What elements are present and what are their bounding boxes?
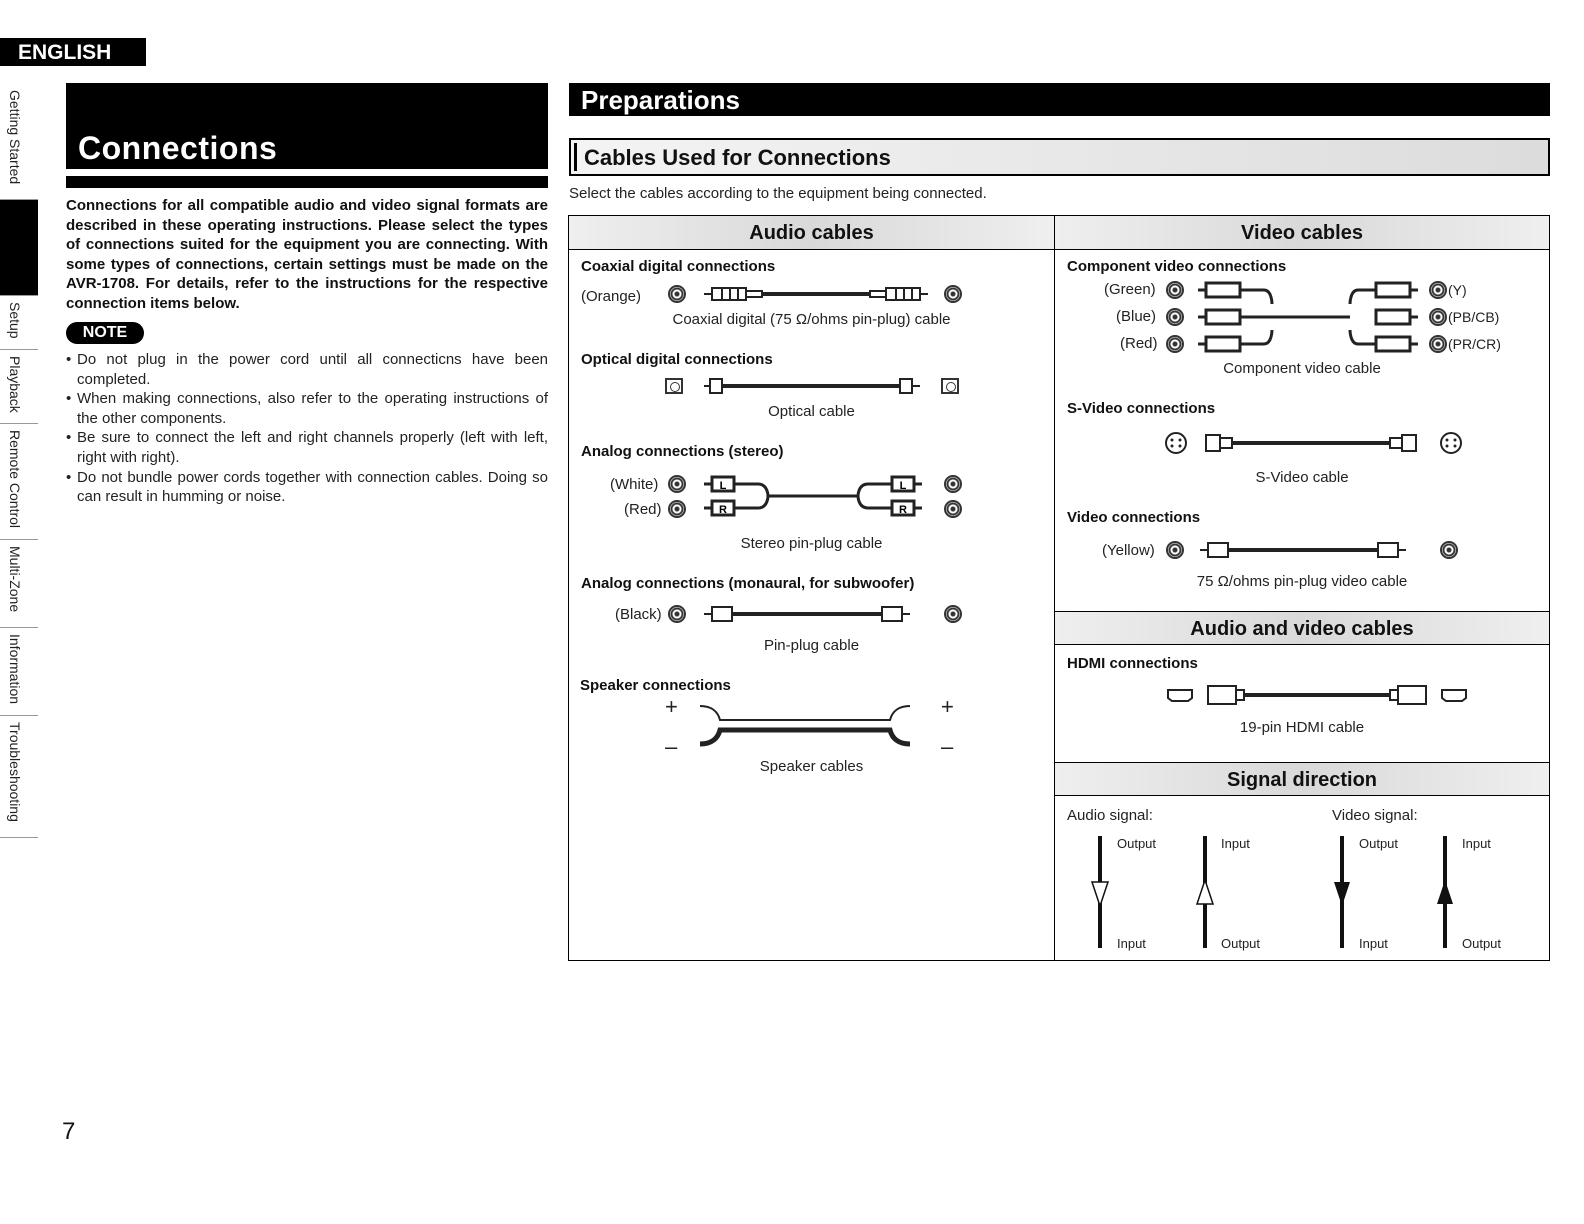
svideo-title: S-Video connections xyxy=(1067,400,1216,417)
connections-title: Connections xyxy=(78,130,278,166)
speaker-caption: Speaker cables xyxy=(759,758,864,775)
audio-output-top: Output xyxy=(1117,836,1157,851)
speaker-title: Speaker connections xyxy=(580,677,731,694)
rca-jack-icon xyxy=(668,475,686,493)
speaker-cable-icon xyxy=(698,700,928,750)
rca-jack-icon xyxy=(1166,308,1184,326)
component-pr: (PR/CR) xyxy=(1448,336,1501,352)
coaxial-caption: Coaxial digital (75 Ω/ohms pin-plug) cable xyxy=(672,311,951,328)
component-blue: (Blue) xyxy=(1116,308,1157,325)
rca-jack-icon xyxy=(944,605,962,623)
coaxial-cable-icon xyxy=(700,284,930,304)
rca-jack-icon xyxy=(1166,281,1184,299)
intro-text: Connections for all compatible audio and video signal formats are described in these operating instructions. Please select the types of connections suited for the equipment you are connecting. With some types of connections, certain settings must be made on the AVR-1708. For details, refer to the instructions for the respective connection items below. xyxy=(66,197,548,312)
rca-jack-icon xyxy=(1166,335,1184,353)
note-list xyxy=(66,350,548,507)
video-input-top: Input xyxy=(1462,836,1491,851)
preparations-title: Preparations xyxy=(581,85,740,115)
side-tab-troubleshooting[interactable]: Troubleshooting xyxy=(0,716,38,838)
language-label: ENGLISH xyxy=(0,38,146,66)
note-badge: NOTE xyxy=(66,322,144,344)
rca-jack-icon xyxy=(944,500,962,518)
plug-r-label: R xyxy=(719,504,727,516)
component-title: Component video connections xyxy=(1067,258,1287,275)
preparations-header xyxy=(569,83,1550,116)
hdmi-caption: 19-pin HDMI cable xyxy=(1239,719,1365,736)
audio-output-bottom: Output xyxy=(1221,936,1261,951)
video-caption: 75 Ω/ohms pin-plug video cable xyxy=(1196,573,1408,590)
rca-jack-icon xyxy=(668,605,686,623)
video-output-bottom: Output xyxy=(1462,936,1502,951)
rca-jack-icon xyxy=(944,285,962,303)
component-red: (Red) xyxy=(1120,335,1158,352)
hdmi-title: HDMI connections xyxy=(1067,655,1198,672)
component-y: (Y) xyxy=(1448,282,1467,298)
side-tab-information[interactable]: Information xyxy=(0,628,38,716)
mono-cable-icon xyxy=(700,604,930,624)
stereo-white-label: (White) xyxy=(610,476,659,493)
video-cable-icon xyxy=(1196,540,1426,560)
stereo-red-label: (Red) xyxy=(624,501,662,518)
select-text: Select the cables according to the equipment being connected. xyxy=(569,185,987,202)
plug-l-label: L xyxy=(899,480,907,492)
rca-jack-icon xyxy=(668,285,686,303)
note-item: • Do not bundle power cords together with connection cables. Doing so can result in humming or noise. xyxy=(66,468,548,507)
audio-signal-label: Audio signal: xyxy=(1067,807,1153,824)
optical-caption: Optical cable xyxy=(768,403,855,420)
audio-input-bottom: Input xyxy=(1117,936,1146,951)
signal-direction-header: Signal direction xyxy=(1055,762,1549,796)
video-signal-label: Video signal: xyxy=(1332,807,1418,824)
component-green: (Green) xyxy=(1104,281,1156,298)
side-tab-remote-control[interactable]: Remote Control xyxy=(0,424,38,540)
mono-color: (Black) xyxy=(615,606,662,623)
side-tab-playback[interactable]: Playback xyxy=(0,350,38,424)
optical-title: Optical digital connections xyxy=(581,351,773,368)
plug-l-label: L xyxy=(719,480,727,492)
rca-jack-icon xyxy=(1440,541,1458,559)
cables-header xyxy=(569,138,1550,176)
video-title: Video connections xyxy=(1067,509,1201,526)
rca-jack-icon xyxy=(1429,308,1447,326)
cables-title: Cables Used for Connections xyxy=(584,145,891,170)
note-item: • Be sure to connect the left and right channels properly (left with left, right with right). xyxy=(66,428,548,467)
svideo-cable-icon xyxy=(1164,431,1464,457)
svideo-caption: S-Video cable xyxy=(1255,469,1349,486)
component-cable-icon xyxy=(1196,278,1426,354)
speaker-minus: – xyxy=(941,734,954,759)
rca-jack-icon xyxy=(668,500,686,518)
audio-input-top: Input xyxy=(1221,836,1250,851)
stereo-caption: Stereo pin-plug cable xyxy=(740,535,883,552)
rca-jack-icon xyxy=(1429,281,1447,299)
component-pb: (PB/CB) xyxy=(1448,309,1500,325)
stereo-cable-icon xyxy=(700,472,930,518)
connections-header xyxy=(66,83,548,169)
optical-cable-icon xyxy=(700,376,930,396)
rca-jack-icon xyxy=(1429,335,1447,353)
page-number: 7 xyxy=(62,1118,76,1145)
coaxial-color: (Orange) xyxy=(581,288,642,305)
video-cables-header: Video cables xyxy=(1055,216,1549,250)
plug-r-label: R xyxy=(899,504,907,516)
note-item: • When making connections, also refer to the operating instructions of the other components. xyxy=(66,389,548,428)
speaker-plus: + xyxy=(941,694,954,719)
video-input-bottom: Input xyxy=(1359,936,1388,951)
side-tab-multi-zone[interactable]: Multi-Zone xyxy=(0,540,38,628)
coaxial-title: Coaxial digital connections xyxy=(581,258,776,275)
speaker-plus: + xyxy=(665,694,678,719)
rca-jack-icon xyxy=(1166,541,1184,559)
mono-title: Analog connections (monaural, for subwoofer) xyxy=(581,575,915,592)
speaker-minus: – xyxy=(665,734,678,759)
mono-caption: Pin-plug cable xyxy=(763,637,860,654)
stereo-title: Analog connections (stereo) xyxy=(581,443,784,460)
side-tabs xyxy=(0,84,38,838)
note-item: • Do not plug in the power cord until all connecticns have been completed. xyxy=(66,350,548,389)
hdmi-cable-icon xyxy=(1166,683,1476,707)
video-output-top: Output xyxy=(1359,836,1399,851)
side-tab-setup[interactable]: Setup xyxy=(0,296,38,350)
side-tab-getting-started[interactable]: Getting Started xyxy=(0,84,38,200)
av-cables-header: Audio and video cables xyxy=(1055,611,1549,645)
video-color: (Yellow) xyxy=(1102,542,1155,559)
connections-bar xyxy=(66,176,548,188)
audio-cables-header: Audio cables xyxy=(569,216,1054,250)
signal-direction-arrows xyxy=(1090,836,1530,950)
rca-jack-icon xyxy=(944,475,962,493)
optical-jack-icon xyxy=(665,378,683,394)
side-tab-active-marker xyxy=(0,200,38,296)
component-caption: Component video cable xyxy=(1223,360,1381,377)
optical-jack-icon xyxy=(941,378,959,394)
